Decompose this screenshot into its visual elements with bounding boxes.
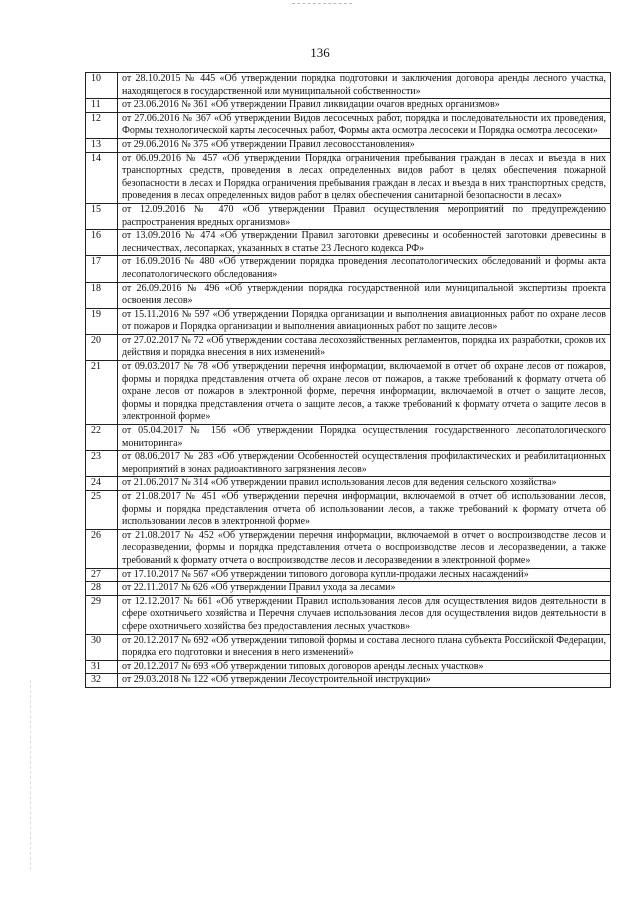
row-number: 25 [86,491,118,530]
row-text: от 28.10.2015 № 445 «Об утверждении порядка подготовки и заключения договора аренды лесного участка, находящегося в государственной или муниципальной собственности» [118,73,611,99]
table-row [86,334,611,360]
table-row [86,138,611,152]
row-number: 32 [86,674,118,688]
table-row [86,361,611,425]
table-row [86,230,611,256]
row-number: 12 [86,112,118,138]
table-row [86,674,611,688]
table-row [86,529,611,568]
row-text: от 23.06.2016 № 361 «Об утверждении Правил ликвидации очагов вредных организмов» [118,99,611,113]
row-number: 29 [86,595,118,634]
row-text: от 29.03.2018 № 122 «Об утверждении Лесоустроительной инструкции» [118,674,611,688]
row-text: от 15.11.2016 № 597 «Об утверждении Порядка организации и выполнения авиационных работ по охране лесов от пожаров и Порядка организации и выполнения авиационных работ по защите лесов» [118,308,611,334]
page-number: 136 [310,45,330,60]
table-row [86,73,611,99]
row-number: 19 [86,308,118,334]
row-number: 17 [86,256,118,282]
row-text: от 20.12.2017 № 692 «Об утверждении типовой формы и состава лесного плана субъекта Российской Федерации, порядка его подготовки и внесения в него изменений» [118,634,611,660]
scan-mark [292,3,352,6]
row-text: от 22.11.2017 № 626 «Об утверждении Правил ухода за лесами» [118,582,611,596]
scan-edge-mark [30,680,32,870]
row-number: 20 [86,334,118,360]
table-row [86,582,611,596]
table-row [86,568,611,582]
table-row [86,660,611,674]
row-number: 27 [86,568,118,582]
row-text: от 09.03.2017 № 78 «Об утверждении перечня информации, включаемой в отчет об охране лесов от пожаров, формы и порядка представления отчета об охране лесов от пожаров, а также требований к формату отчета об охране лесов от пожаров в электронной форме, перечня информации, включаемой в отчет о защите лесов, формы и порядка представления отчета о защите лесов, а также требований к формату отчета о защите лесов в электронной форме» [118,361,611,425]
row-text: от 29.06.2016 № 375 «Об утверждении Правил лесовосстановления» [118,138,611,152]
row-text: от 16.09.2016 № 480 «Об утверждении порядка проведения лесопатологических обследований и формы акта лесопатологического обследования» [118,256,611,282]
row-text: от 17.10.2017 № 567 «Об утверждении типового договора купли-продажи лесных насаждений» [118,568,611,582]
row-text: от 12.09.2016 № 470 «Об утверждении Правил осуществления мероприятий по предупреждению распространения вредных организмов» [118,203,611,229]
row-number: 23 [86,451,118,477]
table-row [86,491,611,530]
regulations-table [85,72,611,688]
row-text: от 08.06.2017 № 283 «Об утверждении Особенностей осуществления профилактических и реабилитационных мероприятий в зонах радиоактивного загрязнения лесов» [118,451,611,477]
table-body [86,73,611,688]
row-text: от 21.06.2017 № 314 «Об утверждении правил использования лесов для ведения сельского хозяйства» [118,477,611,491]
table-row [86,203,611,229]
row-number: 13 [86,138,118,152]
table-row [86,152,611,203]
table-row [86,425,611,451]
table-row [86,112,611,138]
row-text: от 06.09.2016 № 457 «Об утверждении Порядка ограничения пребывания граждан в лесах и въезда в них транспортных средств, проведения в лесах определенных видов работ в целях обеспечения пожарной безопасности в лесах и Порядка ограничения пребывания граждан в лесах и въезда в них транспортных средств, проведения в лесах определенных видов работ в целях обеспечения санитарной безопасности в лесах» [118,152,611,203]
table-row [86,99,611,113]
table-row [86,634,611,660]
row-text: от 21.08.2017 № 451 «Об утверждении перечня информации, включаемой в отчет об использовании лесов, формы и порядка представления отчета об использовании лесов, а также требований к формату отчета об использовании лесов в электронной форме» [118,491,611,530]
table-row [86,595,611,634]
row-number: 16 [86,230,118,256]
table-row [86,308,611,334]
row-number: 26 [86,529,118,568]
row-text: от 20.12.2017 № 693 «Об утверждении типовых договоров аренды лесных участков» [118,660,611,674]
row-number: 21 [86,361,118,425]
table-row [86,451,611,477]
row-number: 15 [86,203,118,229]
row-number: 24 [86,477,118,491]
row-number: 31 [86,660,118,674]
row-number: 11 [86,99,118,113]
row-number: 14 [86,152,118,203]
row-text: от 05.04.2017 № 156 «Об утверждении Порядка осуществления государственного лесопатологического мониторинга» [118,425,611,451]
row-text: от 27.06.2016 № 367 «Об утверждении Видов лесосечных работ, порядка и последовательности их проведения, Формы технологической карты лесосечных работ, Формы акта осмотра лесосеки и Порядка осмотра лесосеки» [118,112,611,138]
row-number: 10 [86,73,118,99]
row-number: 22 [86,425,118,451]
row-number: 28 [86,582,118,596]
table-row [86,282,611,308]
table-row [86,256,611,282]
row-text: от 12.12.2017 № 661 «Об утверждении Правил использования лесов для осуществления видов деятельности в сфере охотничьего хозяйства и Перечня случаев использования лесов для осуществления видов деятельности в сфере охотничьего хозяйства без предоставления лесных участков» [118,595,611,634]
row-text: от 13.09.2016 № 474 «Об утверждении Правил заготовки древесины и особенностей заготовки древесины в лесничествах, лесопарках, указанных в статье 23 Лесного кодекса РФ» [118,230,611,256]
row-number: 18 [86,282,118,308]
row-text: от 26.09.2016 № 496 «Об утверждении порядка государственной или муниципальной экспертизы проекта освоения лесов» [118,282,611,308]
table-row [86,477,611,491]
row-text: от 27.02.2017 № 72 «Об утверждении состава лесохозяйственных регламентов, порядка их разработки, сроков их действия и порядка внесения в них изменений» [118,334,611,360]
row-number: 30 [86,634,118,660]
row-text: от 21.08.2017 № 452 «Об утверждении перечня информации, включаемой в отчет о воспроизводстве лесов и лесоразведении, формы и порядка представления отчета о воспроизводстве лесов и лесоразведении, а также требований к формату отчета о воспроизводстве лесов и лесоразведении в электронной форме» [118,529,611,568]
